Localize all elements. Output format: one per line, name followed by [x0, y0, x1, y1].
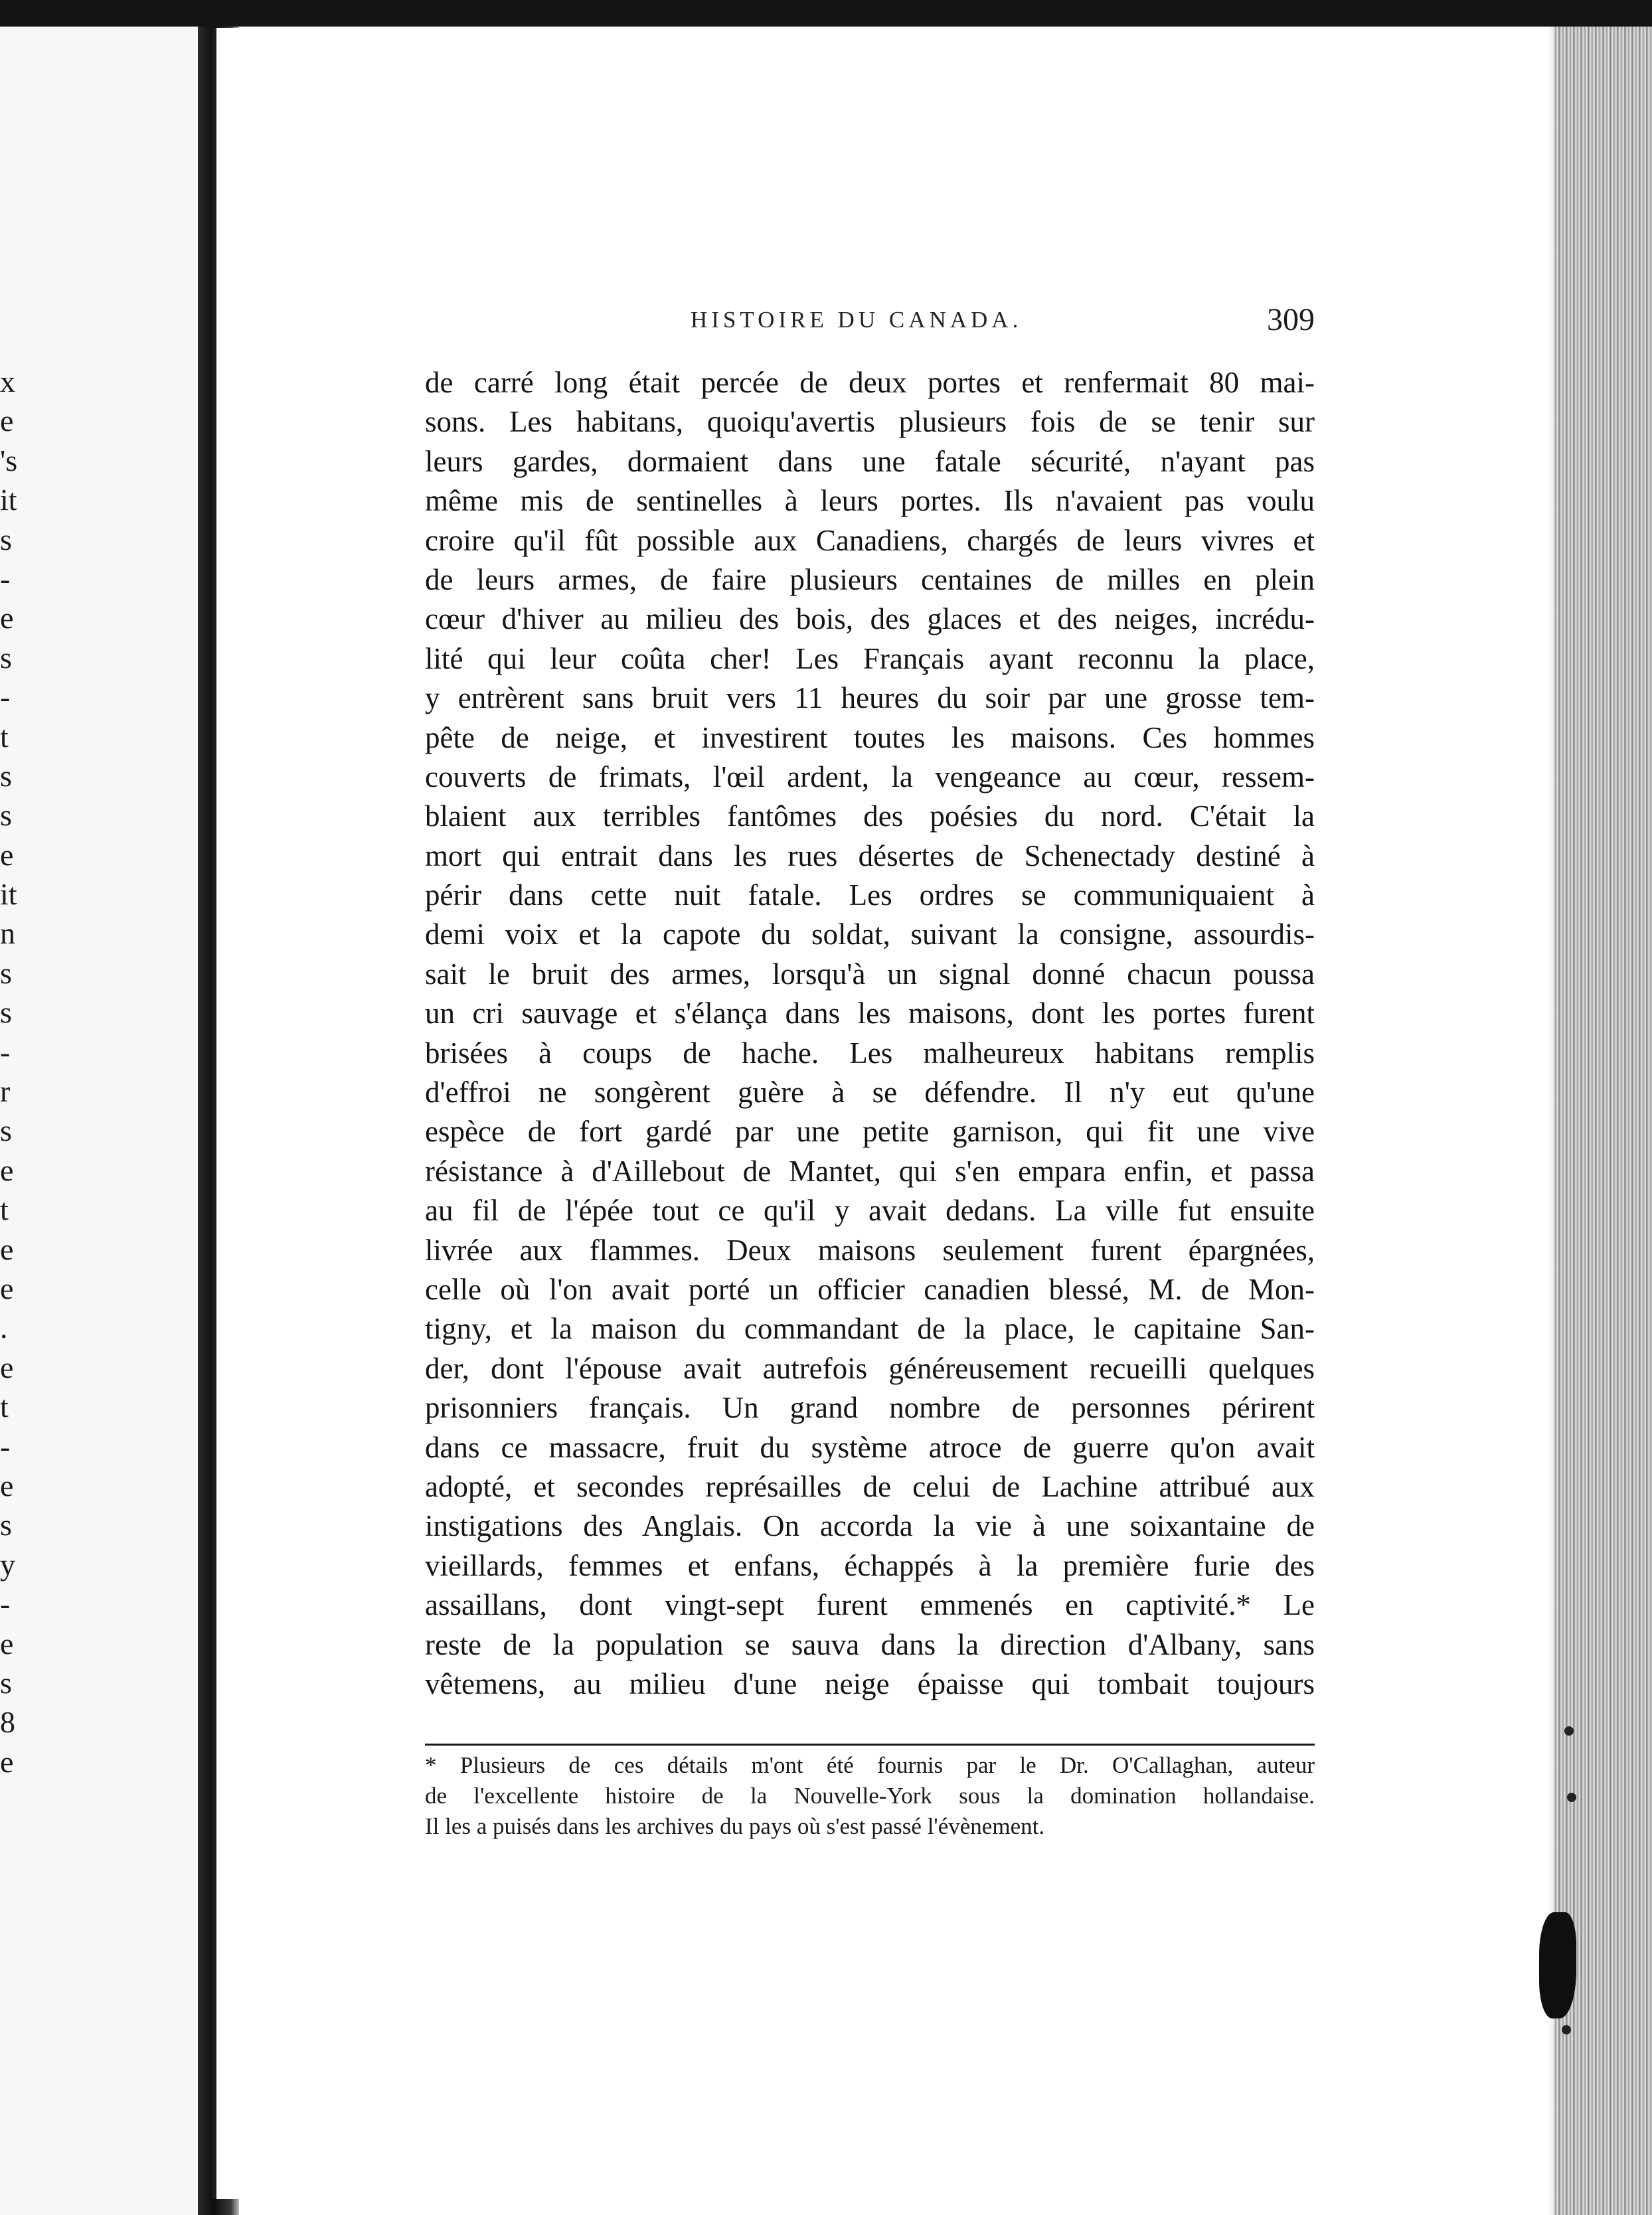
facing-page-fragment: s [0, 1665, 12, 1700]
facing-page-fragment: e [0, 837, 14, 872]
facing-page-fragment: r [0, 1074, 11, 1109]
text-line: cœur d'hiver au milieu des bois, des glaces et des neiges, incrédu- [425, 602, 1315, 636]
text-line: couverts de frimats, l'œil ardent, la vengeance au cœur, ressem- [425, 760, 1315, 793]
facing-page-fragment: e [0, 1350, 14, 1384]
facing-page-fragment: e [0, 1744, 14, 1779]
text-line: croire qu'il fût possible aux Canadiens, chargés de leurs vivres et [425, 523, 1315, 557]
facing-page-edge [0, 27, 198, 2215]
facing-page-fragment: e [0, 1153, 14, 1187]
footnote-rule [425, 1744, 1315, 1746]
facing-page-fragment: - [0, 1034, 11, 1069]
text-line: y entrèrent sans bruit vers 11 heures du soir par une grosse tem- [425, 681, 1315, 715]
text-line: sons. Les habitans, quoiqu'avertis plusieurs fois de se tenir sur [425, 405, 1315, 439]
text-line: livrée aux flammes. Deux maisons seulement furent épargnées, [425, 1233, 1315, 1267]
facing-page-fragment: - [0, 1429, 11, 1463]
running-title: HISTOIRE DU CANADA. [691, 307, 1023, 333]
facing-page-fragment: e [0, 601, 14, 635]
text-line: demi voix et la capote du soldat, suivant la consigne, assourdis- [425, 918, 1315, 951]
text-line: assaillans, dont vingt-sept furent emmenés en captivité.* Le [425, 1588, 1315, 1622]
facing-page-fragment: 's [0, 443, 18, 477]
facing-page-fragment: e [0, 1626, 14, 1661]
text-line: adopté, et secondes représailles de celui de Lachine attribué aux [425, 1469, 1315, 1503]
text-line: lité qui leur coûta cher! Les Français ayant reconnu la place, [425, 641, 1315, 675]
text-line: mort qui entrait dans les rues désertes de Schenectady destiné à [425, 839, 1315, 872]
facing-page-fragment: s [0, 640, 12, 675]
footnote [425, 1750, 1315, 1842]
text-line: leurs gardes, dormaient dans une fatale sécurité, n'ayant pas [425, 444, 1315, 478]
footnote-line: * Plusieurs de ces détails m'ont été fournis par le Dr. O'Callaghan, auteur [425, 1752, 1315, 1778]
scan-top-border [0, 0, 1652, 27]
text-line: reste de la population se sauva dans la direction d'Albany, sans [425, 1627, 1315, 1661]
text-line: vieillards, femmes et enfans, échappés à la première furie des [425, 1548, 1315, 1582]
facing-page-fragment: y [0, 1547, 15, 1582]
facing-page-fragment: s [0, 522, 12, 556]
text-line: de leurs armes, de faire plusieurs centaines de milles en plein [425, 562, 1315, 596]
facing-page-fragment: t [0, 719, 9, 754]
facing-page-fragment: - [0, 1587, 11, 1621]
text-line: dans ce massacre, fruit du système atroce de guerre qu'on avait [425, 1430, 1315, 1464]
ink-blot [1539, 1912, 1576, 2018]
text-line: sait le bruit des armes, lorsqu'à un signal donné chacun poussa [425, 957, 1315, 991]
facing-page-fragment: n [0, 916, 15, 951]
text-line: pête de neige, et investirent toutes les maisons. Ces hommes [425, 720, 1315, 754]
facing-page-fragment: - [0, 680, 11, 714]
facing-page-fragment: s [0, 995, 12, 1030]
facing-page-fragment: e [0, 404, 14, 438]
text-line: brisées à coups de hache. Les malheureux habitans remplis [425, 1036, 1315, 1070]
facing-page-fragment: s [0, 1508, 12, 1542]
facing-page-fragment: s [0, 758, 12, 793]
text-line: blaient aux terribles fantômes des poésies du nord. C'était la [425, 799, 1315, 833]
text-line: périr dans cette nuit fatale. Les ordres se communiquaient à [425, 878, 1315, 912]
body-text [425, 363, 1315, 1704]
facing-page-fragment: s [0, 798, 12, 833]
facing-page-fragment: t [0, 1390, 9, 1424]
text-line: celle où l'on avait porté un officier canadien blessé, M. de Mon- [425, 1272, 1315, 1306]
text-line: de carré long était percée de deux portes et renfermait 80 mai- [425, 366, 1315, 399]
text-line: vêtemens, au milieu d'une neige épaisse qui tombait toujours [425, 1667, 1315, 1700]
running-head [425, 302, 1315, 347]
facing-page-fragment: . [0, 1311, 8, 1345]
text-line: un cri sauvage et s'élança dans les maisons, dont les portes furent [425, 997, 1315, 1030]
text-line: même mis de sentinelles à leurs portes. Ils n'avaient pas voulu [425, 484, 1315, 518]
facing-page-text-fragments [0, 362, 27, 1781]
footnote-line: Il les a puisés dans les archives du pays où s'est passé l'évènement. [425, 1813, 1045, 1839]
facing-page-fragment: it [0, 483, 17, 517]
text-line: instigations des Anglais. On accorda la vie à une soixantaine de [425, 1509, 1315, 1543]
text-line: der, dont l'épouse avait autrefois généreusement recueilli quelques [425, 1351, 1315, 1385]
facing-page-fragment: it [0, 877, 17, 912]
facing-page-fragment: t [0, 1192, 9, 1227]
footnote-line: de l'excellente histoire de la Nouvelle-York sous la domination hollandaise. [425, 1783, 1315, 1809]
text-line: espèce de fort gardé par une petite garnison, qui fit une vive [425, 1115, 1315, 1149]
page-number: 309 [1267, 302, 1315, 337]
ink-speck [1567, 1793, 1576, 1802]
text-line: prisonniers français. Un grand nombre de personnes périrent [425, 1391, 1315, 1425]
facing-page-fragment: s [0, 955, 12, 990]
facing-page-fragment: 8 [0, 1705, 15, 1740]
facing-page-fragment: e [0, 1468, 14, 1503]
text-line: au fil de l'épée tout ce qu'il y avait dedans. La ville fut ensuite [425, 1194, 1315, 1228]
facing-page-fragment: e [0, 1271, 14, 1305]
facing-page-fragment: s [0, 1113, 12, 1148]
text-line: d'effroi ne songèrent guère à se défendre. Il n'y eut qu'une [425, 1076, 1315, 1109]
ink-speck [1564, 1726, 1574, 1736]
facing-page-fragment: e [0, 1232, 14, 1266]
facing-page-fragment: x [0, 365, 15, 398]
stacked-page-edges [1554, 27, 1652, 2215]
ink-speck [1562, 2025, 1571, 2034]
text-line: tigny, et la maison du commandant de la place, le capitaine San- [425, 1312, 1315, 1346]
text-line: résistance à d'Aillebout de Mantet, qui s'en empara enfin, et passa [425, 1154, 1315, 1188]
facing-page-fragment: - [0, 561, 11, 596]
